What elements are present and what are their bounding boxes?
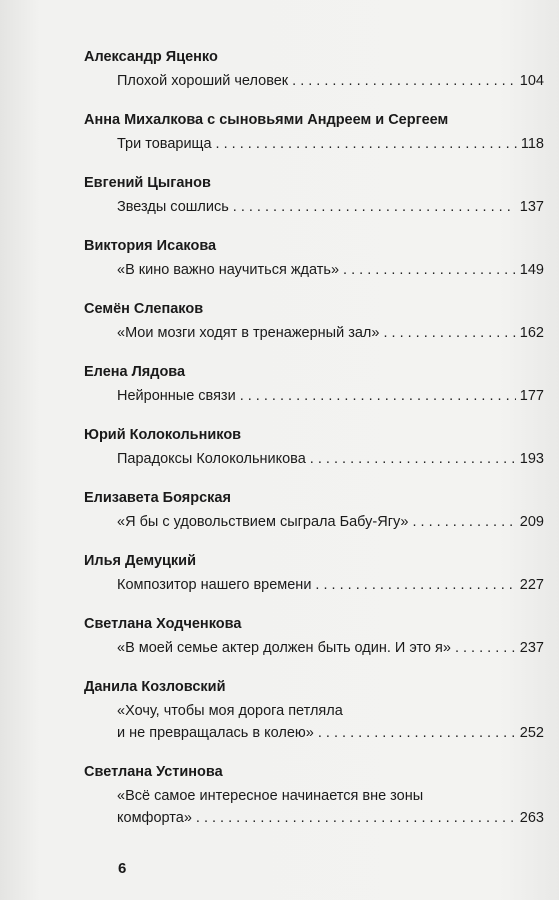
- toc-author: Елизавета Боярская: [84, 490, 231, 506]
- toc-line: [117, 322, 544, 344]
- toc-entry: [84, 48, 544, 92]
- toc-title: Нейронные связи: [117, 388, 236, 404]
- toc-title: «Всё самое интересное начинается вне зоны: [117, 788, 424, 804]
- toc-line: [117, 807, 544, 829]
- toc-line: [117, 574, 544, 596]
- toc-line: [117, 259, 544, 281]
- toc-author: Данила Козловский: [84, 679, 226, 695]
- leader-dots: [196, 807, 516, 829]
- leader-dots: [233, 196, 516, 218]
- toc-line: [117, 637, 544, 659]
- toc-entry: [84, 489, 544, 533]
- toc-author: Александр Яценко: [84, 49, 218, 65]
- toc-page-number: 162: [519, 325, 544, 341]
- toc-title: Три товарища: [117, 136, 212, 152]
- toc-author: Семён Слепаков: [84, 301, 204, 317]
- toc-title: Композитор нашего времени: [117, 577, 312, 593]
- toc-page-number: 149: [519, 262, 544, 278]
- toc-page-number: 209: [519, 514, 544, 530]
- toc-page-number: 104: [519, 73, 544, 89]
- leader-dots: [455, 637, 516, 659]
- toc-line: [117, 70, 544, 92]
- toc-title: и не превращалась в колею»: [117, 725, 314, 741]
- toc-page-number: 177: [519, 388, 544, 404]
- leader-dots: [216, 133, 517, 155]
- leader-dots: [318, 722, 516, 744]
- leader-dots: [315, 574, 515, 596]
- toc-title: Парадоксы Колокольникова: [117, 451, 306, 467]
- toc-author: Анна Михалкова с сыновьями Андреем и Сергеем: [84, 112, 449, 128]
- toc-page-number: 227: [519, 577, 544, 593]
- leader-dots: [310, 448, 516, 470]
- toc-page-number: 193: [519, 451, 544, 467]
- toc-entry: [84, 763, 544, 829]
- toc-entry: [84, 615, 544, 659]
- toc-author: Илья Демуцкий: [84, 553, 197, 569]
- toc-line: [117, 385, 544, 407]
- page-number: 6: [118, 860, 127, 877]
- toc-line: [117, 196, 544, 218]
- toc-entry: [84, 111, 544, 155]
- leader-dots: [240, 385, 516, 407]
- leader-dots: [343, 259, 516, 281]
- toc-author: Светлана Устинова: [84, 764, 223, 780]
- toc-author: Евгений Цыганов: [84, 175, 211, 191]
- leader-dots: [412, 511, 515, 533]
- toc-line: [117, 511, 544, 533]
- toc-entry: [84, 552, 544, 596]
- toc-author: Светлана Ходченкова: [84, 616, 242, 632]
- toc-author: Виктория Исакова: [84, 238, 217, 254]
- leader-dots: [383, 322, 515, 344]
- toc-author: Юрий Колокольников: [84, 427, 242, 443]
- toc-title: «Мои мозги ходят в тренажерный зал»: [117, 325, 380, 341]
- toc-page-number: 137: [519, 199, 544, 215]
- toc-title: Плохой хороший человек: [117, 73, 289, 89]
- toc-entry: [84, 300, 544, 344]
- table-of-contents: [84, 48, 544, 848]
- toc-title: Звезды сошлись: [117, 199, 229, 215]
- toc-title: «Я бы с удовольствием сыграла Бабу-Ягу»: [117, 514, 409, 530]
- toc-entry: [84, 678, 544, 744]
- toc-entry: [84, 426, 544, 470]
- toc-page-number: 118: [520, 136, 544, 152]
- toc-author: Елена Лядова: [84, 364, 186, 380]
- toc-entry: [84, 174, 544, 218]
- toc-title: «В кино важно научиться ждать»: [117, 262, 340, 278]
- toc-line: [117, 722, 544, 744]
- toc-page-number: 252: [519, 725, 544, 741]
- toc-title: «Хочу, чтобы моя дорога петляла: [117, 703, 343, 719]
- toc-entry: [84, 363, 544, 407]
- toc-title: «В моей семье актер должен быть один. И это я»: [117, 640, 451, 656]
- leader-dots: [292, 70, 516, 92]
- toc-entry: [84, 237, 544, 281]
- toc-line: [117, 133, 544, 155]
- toc-title: комфорта»: [117, 810, 192, 826]
- toc-line: [117, 448, 544, 470]
- toc-page-number: 263: [519, 810, 544, 826]
- toc-page-number: 237: [519, 640, 544, 656]
